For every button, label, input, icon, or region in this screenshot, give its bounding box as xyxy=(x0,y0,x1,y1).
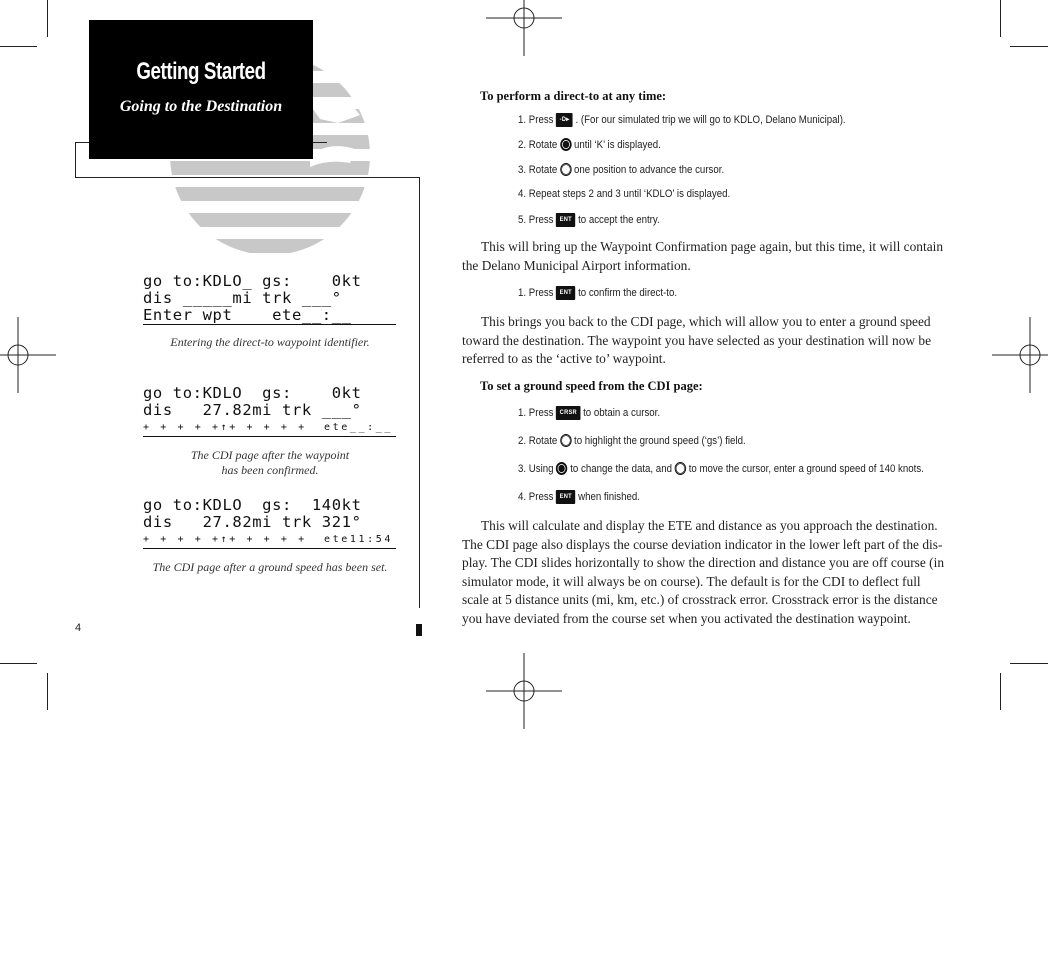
step-text: 5. Press xyxy=(518,214,554,226)
crop-mark xyxy=(1010,663,1048,664)
crop-mark xyxy=(1000,0,1001,37)
frame-line xyxy=(75,142,76,178)
step-text: 3. Rotate xyxy=(518,163,558,176)
caption-line: has been confirmed. xyxy=(221,463,319,477)
frame-line xyxy=(313,142,327,143)
step-text: to highlight the ground speed (‘gs’) field. xyxy=(574,434,746,447)
step-item xyxy=(518,462,924,475)
large-knob-icon xyxy=(560,138,571,151)
lcd-screen-cdi-ground-speed xyxy=(143,497,396,549)
step-item xyxy=(518,434,746,447)
step-text: to obtain a cursor. xyxy=(583,407,661,419)
registration-mark-icon xyxy=(486,0,562,56)
frame-line xyxy=(75,142,89,143)
page-end-marker xyxy=(416,624,422,636)
small-knob-icon xyxy=(560,163,571,176)
screen-caption xyxy=(140,448,400,478)
screen-caption: Entering the direct-to waypoint identifier. xyxy=(170,335,370,349)
lcd-row: dis _____mi trk ___° xyxy=(143,289,342,307)
small-knob-icon xyxy=(560,434,571,447)
direct-to-heading: To perform a direct-to at any time: xyxy=(480,89,667,103)
small-knob-icon xyxy=(675,462,686,475)
step-item xyxy=(518,213,660,227)
step-item xyxy=(518,406,660,420)
body-paragraph: This will bring up the Waypoint Confirmation page again, but this time, it will contain the Delano Municipal Airport information. xyxy=(462,239,944,273)
direct-to-key-icon: -D▸ xyxy=(556,113,573,127)
step-text: 4. Press xyxy=(518,491,554,503)
step-item xyxy=(518,138,661,151)
registration-mark-icon xyxy=(486,653,562,729)
lcd-row: go to:KDLO gs: 0kt xyxy=(143,384,362,402)
step-text: to confirm the direct-to. xyxy=(578,287,678,299)
step-text: until ‘K’ is displayed. xyxy=(574,138,661,151)
cdi-indicator-row: + + + + +↑+ + + + + ete__:__ xyxy=(143,422,393,433)
body-paragraph: This will calculate and display the ETE and distance as you approach the destination. The CDI page also displays the course deviation indicator in the lower left part of the dis-play. The CDI slides horizontally to show the direction and distance you are off course (in simulator mode, it will always be on course). The default is for the CDI to deflect full scale at 5 distance units (mi, km, etc.) of crosstrack error. Crosstrack error is the distance you have deviated from the course set when you activated the destination waypoint. xyxy=(462,518,945,626)
crop-mark xyxy=(1010,46,1048,47)
step-text: 1. Press xyxy=(518,114,554,126)
section-title: Getting Started xyxy=(136,58,266,85)
lcd-row: dis 27.82mi trk 321° xyxy=(143,513,362,531)
step-text: 2. Rotate xyxy=(518,138,558,151)
step-item xyxy=(518,188,730,200)
large-knob-icon xyxy=(556,462,567,475)
screen-caption: The CDI page after a ground speed has been set. xyxy=(152,560,388,574)
step-text: 1. Press xyxy=(518,287,554,299)
registration-mark-icon xyxy=(0,317,56,393)
step-text: to move the cursor, enter a ground speed of 140 knots. xyxy=(688,462,924,475)
step-text: 1. Press xyxy=(518,407,554,419)
body-paragraph: This brings you back to the CDI page, which will allow you to enter a ground speed toward the destination. The waypoint you have selected as your destination will now be referred to as the ‘active to’ waypoint. xyxy=(462,314,932,367)
step-text: when finished. xyxy=(578,491,640,503)
step-text: . (For our simulated trip we will go to KDLO, Delano Municipal). xyxy=(575,114,846,126)
ent-key-icon: ENT xyxy=(556,286,575,300)
cdi-indicator-row: + + + + +↑+ + + + + ete11:54 xyxy=(143,534,393,545)
lcd-screen-cdi-confirmed xyxy=(143,385,396,437)
step-item xyxy=(518,490,640,504)
lcd-screen-entering-waypoint xyxy=(143,273,396,325)
ent-key-icon: ENT xyxy=(556,213,575,227)
step-text: 4. Repeat steps 2 and 3 until ‘KDLO’ is displayed. xyxy=(518,188,731,200)
section-header xyxy=(89,20,313,159)
lcd-row: dis 27.82mi trk ___° xyxy=(143,401,362,419)
frame-line xyxy=(419,177,420,608)
registration-mark-icon xyxy=(992,317,1048,393)
crop-mark xyxy=(1000,673,1001,710)
step-text: to change the data, and xyxy=(570,462,672,475)
ground-speed-heading: To set a ground speed from the CDI page: xyxy=(480,379,703,393)
lcd-row: go to:KDLO gs: 140kt xyxy=(143,496,362,514)
page-number: 4 xyxy=(75,622,82,634)
crop-mark xyxy=(0,46,37,47)
step-item xyxy=(518,163,724,176)
step-text: 3. Using xyxy=(518,462,554,475)
step-text: 2. Rotate xyxy=(518,434,558,447)
step-text: one position to advance the cursor. xyxy=(574,163,725,176)
frame-line xyxy=(75,177,420,178)
crsr-key-icon: CRSR xyxy=(556,406,580,420)
step-item xyxy=(518,113,846,127)
ent-key-icon: ENT xyxy=(556,490,575,504)
caption-line: The CDI page after the waypoint xyxy=(190,448,350,462)
crop-mark xyxy=(47,0,48,37)
step-text: to accept the entry. xyxy=(578,214,660,226)
step-item xyxy=(518,286,677,300)
crop-mark xyxy=(0,663,37,664)
crop-mark xyxy=(47,673,48,710)
lcd-row: go to:KDLO_ gs: 0kt xyxy=(143,272,362,290)
lcd-row: Enter wpt ete__:__ xyxy=(143,306,352,324)
subsection-title: Going to the Destination xyxy=(119,98,283,115)
